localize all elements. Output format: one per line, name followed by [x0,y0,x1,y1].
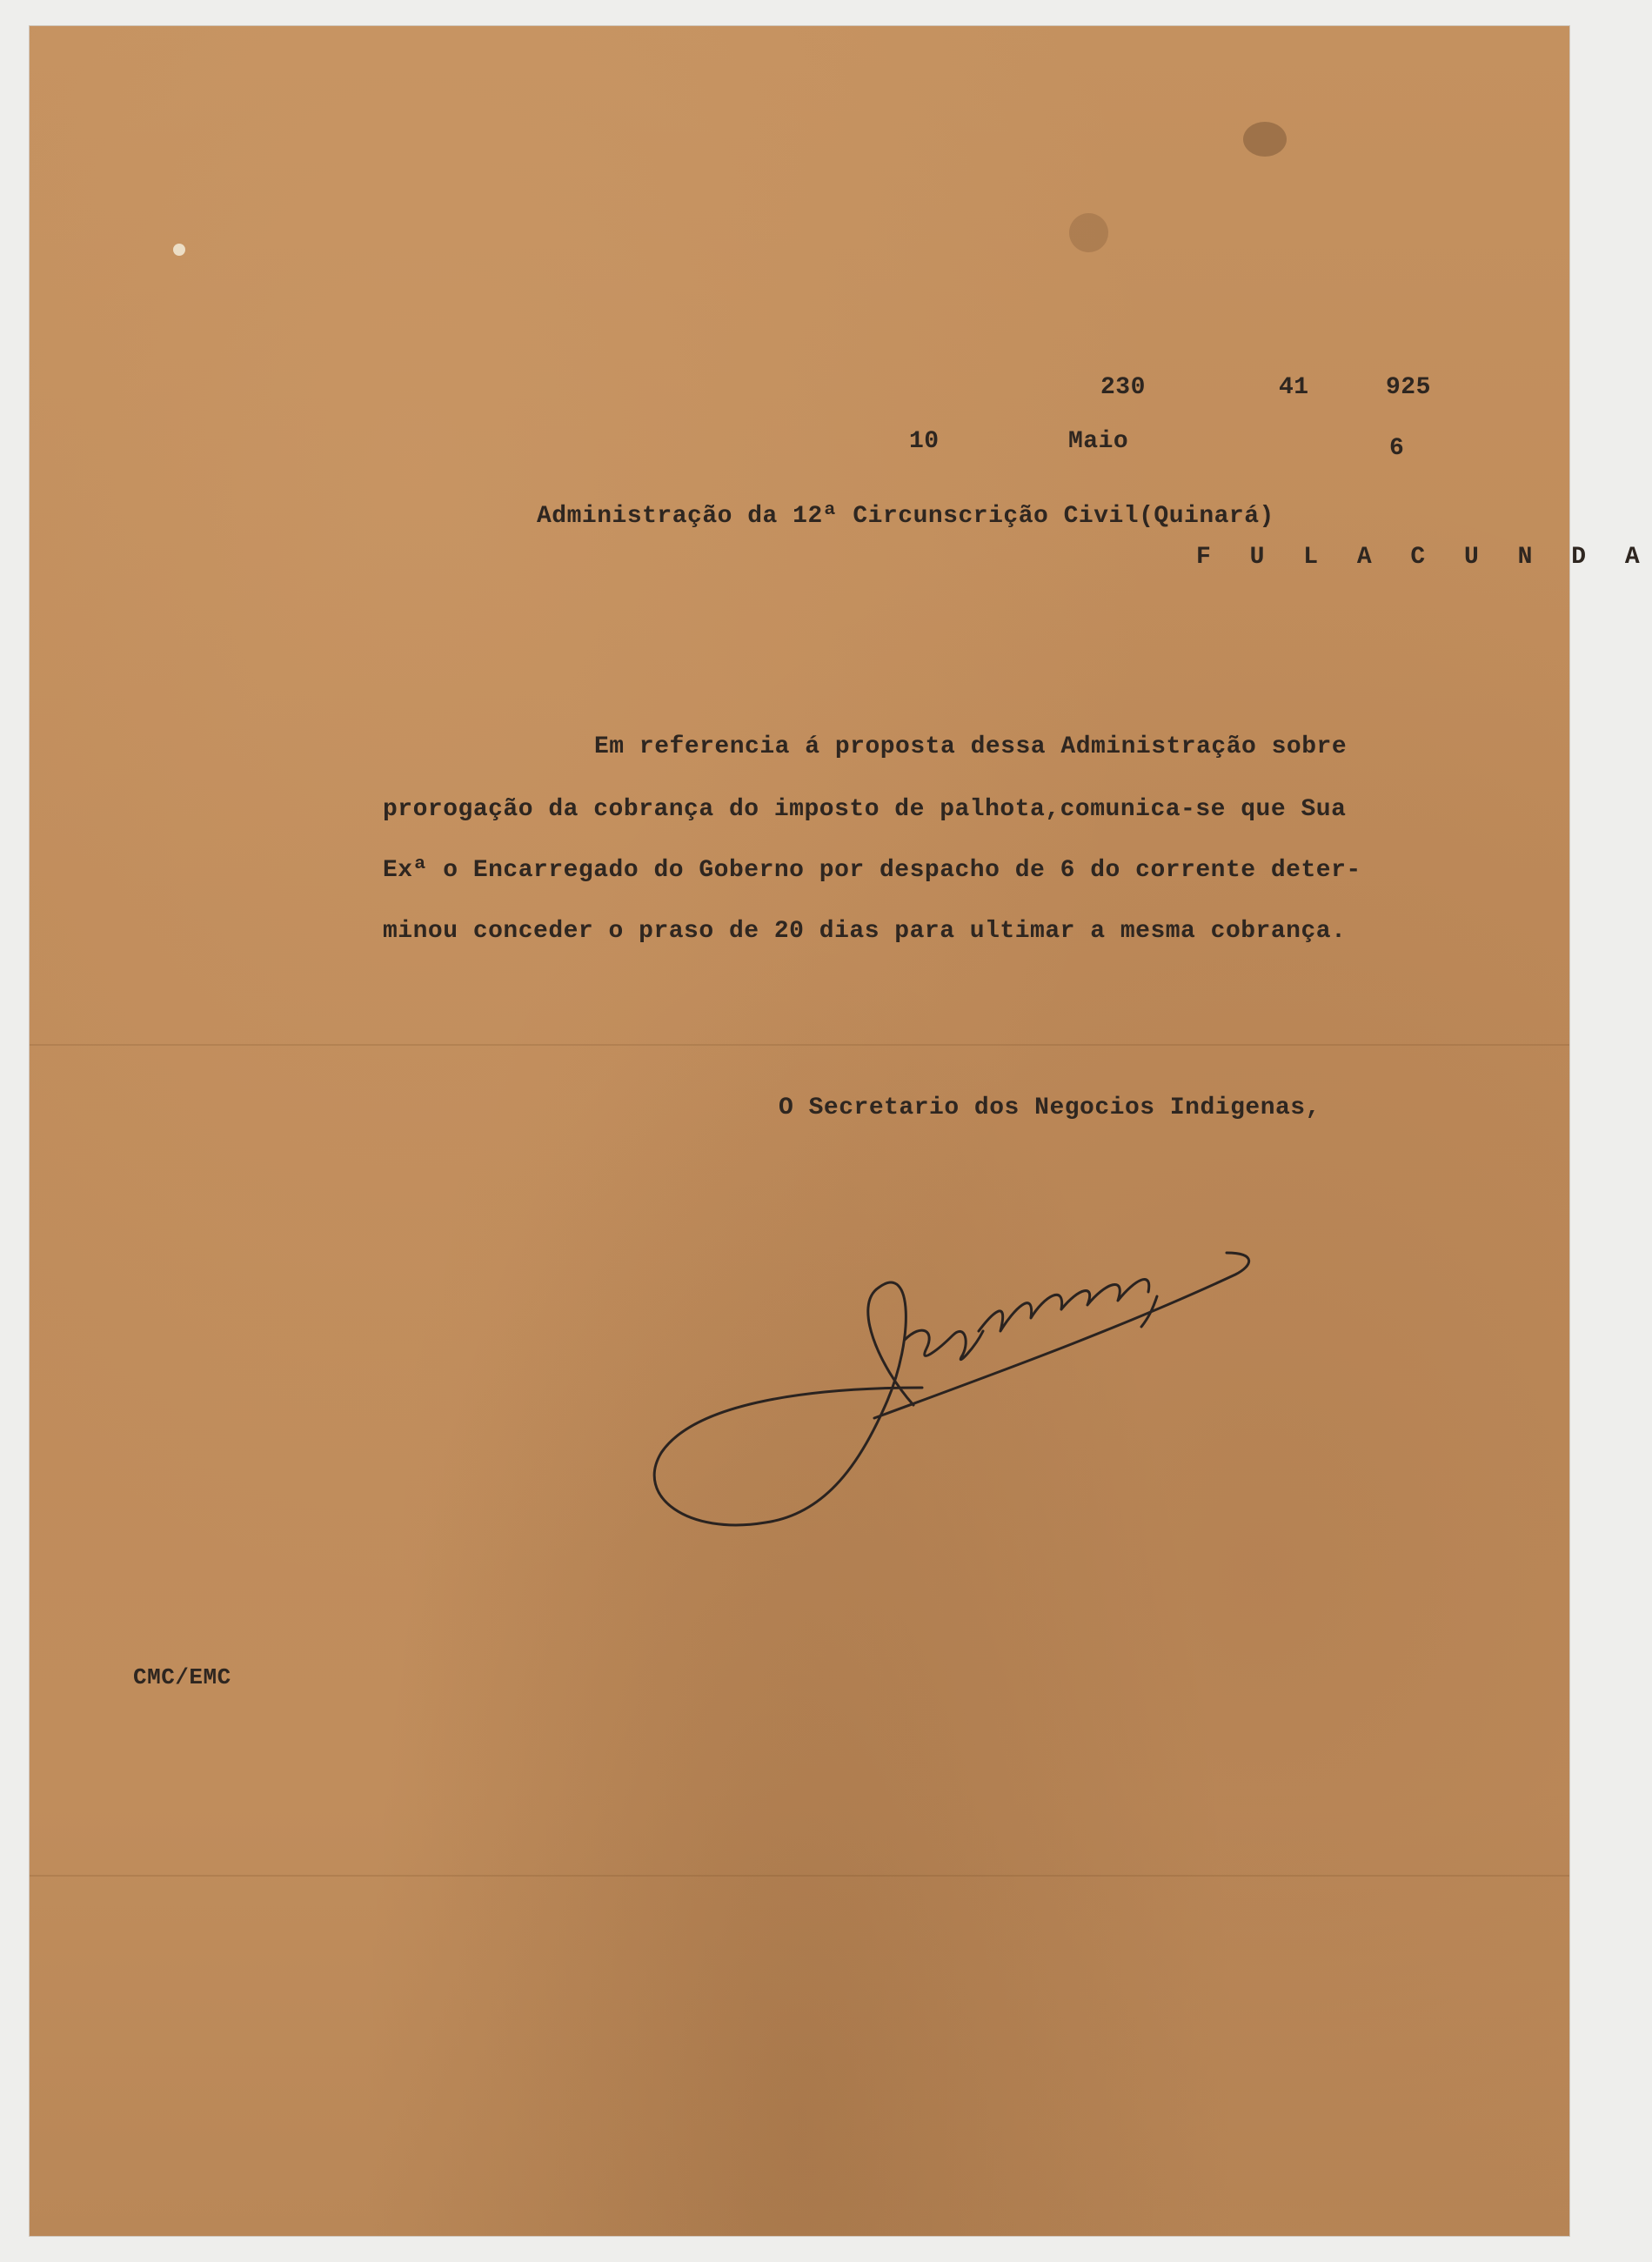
body-line-4: minou conceder o praso de 20 dias para ultimar a mesma cobrança. [383,918,1347,945]
paper-spot [173,244,185,256]
ref-number-a: 230 [1100,374,1146,401]
paper-stain [1243,122,1287,157]
addressee-line: Administração da 12ª Circunscrição Civil(Quinará) [537,503,1274,530]
paper-stain [1069,213,1108,252]
signature-icon [626,1235,1287,1610]
ref-number-b: 41 [1279,374,1309,401]
date-month: Maio [1068,428,1129,455]
ref-number-c: 925 [1386,374,1431,401]
addressee-location: F U L A C U N D A [1196,544,1652,571]
body-line-3: Exª o Encarregado do Goberno por despacho de 6 do corrente deter- [383,857,1361,884]
paper-fold [30,1875,1569,1877]
typist-initials: CMC/EMC [133,1664,231,1690]
paper-fold [30,1044,1569,1046]
body-line-1: Em referencia á proposta dessa Administração sobre [594,733,1348,760]
document-sheet [30,26,1569,2236]
closing-title: O Secretario dos Negocios Indigenas, [779,1094,1321,1121]
date-day: 10 [909,428,940,455]
body-line-2: prorogação da cobrança do imposto de palhota,comunica-se que Sua [383,796,1347,823]
date-number: 6 [1389,435,1405,462]
